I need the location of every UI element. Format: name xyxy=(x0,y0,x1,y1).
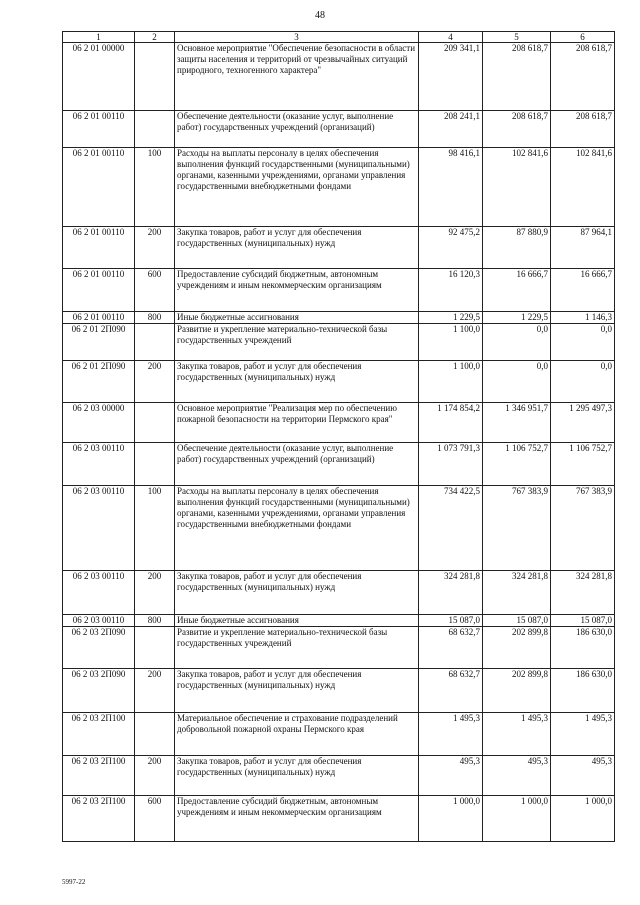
row-value-4-cell: 68 632,7 xyxy=(419,627,483,669)
row-value-5-cell: 1 000,0 xyxy=(483,796,551,842)
row-code-cell: 06 2 01 00000 xyxy=(63,43,135,111)
header-col-6: 6 xyxy=(551,32,615,43)
row-value-4-cell: 208 241,1 xyxy=(419,111,483,148)
row-value-6-cell: 15 087,0 xyxy=(551,615,615,627)
row-value-6-cell: 186 630,0 xyxy=(551,669,615,713)
table-row xyxy=(63,403,615,443)
row-name-cell: Основное мероприятие "Обеспечение безопасности в области защиты населения и территорий от чрезвычайных ситуаций природного, техногенного характера" xyxy=(175,43,419,111)
row-code-cell: 06 2 03 2П100 xyxy=(63,756,135,796)
row-name-cell: Закупка товаров, работ и услуг для обеспечения государственных (муниципальных) нужд xyxy=(175,361,419,403)
table-row xyxy=(63,627,615,669)
row-expense-type-cell: 200 xyxy=(135,227,175,269)
row-value-5-cell: 87 880,9 xyxy=(483,227,551,269)
row-code-cell: 06 2 03 00110 xyxy=(63,615,135,627)
row-value-4-cell: 68 632,7 xyxy=(419,669,483,713)
row-value-6-cell: 324 281,8 xyxy=(551,571,615,615)
row-name-cell: Материальное обеспечение и страхование подразделений добровольной пожарной охраны Пермского края xyxy=(175,713,419,756)
row-name-cell: Закупка товаров, работ и услуг для обеспечения государственных (муниципальных) нужд xyxy=(175,227,419,269)
row-expense-type-cell: 200 xyxy=(135,571,175,615)
table-row xyxy=(63,713,615,756)
row-expense-type-cell xyxy=(135,713,175,756)
header-col-3: 3 xyxy=(175,32,419,43)
row-name-cell: Закупка товаров, работ и услуг для обеспечения государственных (муниципальных) нужд xyxy=(175,571,419,615)
row-value-5-cell: 202 899,8 xyxy=(483,627,551,669)
table-row xyxy=(63,227,615,269)
row-value-4-cell: 324 281,8 xyxy=(419,571,483,615)
table-row xyxy=(63,148,615,227)
row-value-6-cell: 1 295 497,3 xyxy=(551,403,615,443)
row-value-5-cell: 1 346 951,7 xyxy=(483,403,551,443)
row-expense-type-cell xyxy=(135,43,175,111)
row-expense-type-cell xyxy=(135,324,175,361)
table-row xyxy=(63,324,615,361)
row-value-4-cell: 734 422,5 xyxy=(419,486,483,571)
row-value-4-cell: 98 416,1 xyxy=(419,148,483,227)
row-value-6-cell: 16 666,7 xyxy=(551,269,615,312)
row-expense-type-cell: 200 xyxy=(135,756,175,796)
row-name-cell: Предоставление субсидий бюджетным, автономным учреждениям и иным некоммерческим организациям xyxy=(175,269,419,312)
row-name-cell: Иные бюджетные ассигнования xyxy=(175,615,419,627)
table-row xyxy=(63,615,615,627)
row-value-5-cell: 15 087,0 xyxy=(483,615,551,627)
row-value-6-cell: 0,0 xyxy=(551,361,615,403)
table-row xyxy=(63,361,615,403)
table-row xyxy=(63,43,615,111)
row-expense-type-cell xyxy=(135,403,175,443)
page-number: 48 xyxy=(315,10,325,21)
table-row xyxy=(63,312,615,324)
row-name-cell: Развитие и укрепление материально-технической базы государственных учреждений xyxy=(175,324,419,361)
row-code-cell: 06 2 03 2П090 xyxy=(63,627,135,669)
footer-document-code: 5997-22 xyxy=(62,878,86,886)
row-value-6-cell: 1 146,3 xyxy=(551,312,615,324)
row-value-4-cell: 495,3 xyxy=(419,756,483,796)
row-name-cell: Обеспечение деятельности (оказание услуг, выполнение работ) государственных учреждений (организаций) xyxy=(175,443,419,486)
row-code-cell: 06 2 03 00110 xyxy=(63,571,135,615)
row-value-6-cell: 87 964,1 xyxy=(551,227,615,269)
header-col-2: 2 xyxy=(135,32,175,43)
row-value-5-cell: 1 229,5 xyxy=(483,312,551,324)
row-value-5-cell: 767 383,9 xyxy=(483,486,551,571)
table-row xyxy=(63,756,615,796)
row-expense-type-cell xyxy=(135,443,175,486)
row-value-6-cell: 102 841,6 xyxy=(551,148,615,227)
row-code-cell: 06 2 03 00000 xyxy=(63,403,135,443)
header-row xyxy=(63,32,615,43)
row-value-6-cell: 186 630,0 xyxy=(551,627,615,669)
row-value-4-cell: 1 100,0 xyxy=(419,324,483,361)
row-code-cell: 06 2 01 00110 xyxy=(63,148,135,227)
row-value-5-cell: 102 841,6 xyxy=(483,148,551,227)
row-code-cell: 06 2 03 2П100 xyxy=(63,713,135,756)
row-code-cell: 06 2 01 00110 xyxy=(63,111,135,148)
header-col-4: 4 xyxy=(419,32,483,43)
header-col-5: 5 xyxy=(483,32,551,43)
row-value-5-cell: 1 495,3 xyxy=(483,713,551,756)
row-value-4-cell: 1 229,5 xyxy=(419,312,483,324)
row-code-cell: 06 2 01 00110 xyxy=(63,227,135,269)
row-value-5-cell: 16 666,7 xyxy=(483,269,551,312)
row-expense-type-cell: 200 xyxy=(135,361,175,403)
header-col-1: 1 xyxy=(63,32,135,43)
table-row xyxy=(63,443,615,486)
row-value-6-cell: 208 618,7 xyxy=(551,111,615,148)
table-row xyxy=(63,486,615,571)
row-expense-type-cell: 800 xyxy=(135,312,175,324)
row-value-5-cell: 0,0 xyxy=(483,361,551,403)
row-value-4-cell: 1 073 791,3 xyxy=(419,443,483,486)
table-row xyxy=(63,111,615,148)
row-code-cell: 06 2 03 00110 xyxy=(63,443,135,486)
row-value-4-cell: 1 495,3 xyxy=(419,713,483,756)
row-value-5-cell: 0,0 xyxy=(483,324,551,361)
row-name-cell: Основное мероприятие "Реализация мер по обеспечению пожарной безопасности на территории Пермского края" xyxy=(175,403,419,443)
row-code-cell: 06 2 01 2П090 xyxy=(63,361,135,403)
row-value-4-cell: 15 087,0 xyxy=(419,615,483,627)
row-name-cell: Развитие и укрепление материально-технической базы государственных учреждений xyxy=(175,627,419,669)
row-name-cell: Закупка товаров, работ и услуг для обеспечения государственных (муниципальных) нужд xyxy=(175,756,419,796)
row-value-5-cell: 324 281,8 xyxy=(483,571,551,615)
table-row xyxy=(63,571,615,615)
row-value-4-cell: 1 100,0 xyxy=(419,361,483,403)
row-value-4-cell: 209 341,1 xyxy=(419,43,483,111)
row-value-5-cell: 202 899,8 xyxy=(483,669,551,713)
row-value-6-cell: 208 618,7 xyxy=(551,43,615,111)
row-name-cell: Иные бюджетные ассигнования xyxy=(175,312,419,324)
row-expense-type-cell: 600 xyxy=(135,269,175,312)
row-name-cell: Расходы на выплаты персоналу в целях обеспечения выполнения функций государственными (муниципальными) органами, казенными учреждениями, органами управления государственными внебюджетными фондами xyxy=(175,148,419,227)
row-value-4-cell: 1 174 854,2 xyxy=(419,403,483,443)
row-value-4-cell: 92 475,2 xyxy=(419,227,483,269)
row-value-4-cell: 16 120,3 xyxy=(419,269,483,312)
row-value-6-cell: 495,3 xyxy=(551,756,615,796)
row-value-5-cell: 208 618,7 xyxy=(483,111,551,148)
row-value-5-cell: 1 106 752,7 xyxy=(483,443,551,486)
budget-table xyxy=(62,31,615,842)
row-expense-type-cell: 600 xyxy=(135,796,175,842)
row-code-cell: 06 2 01 00110 xyxy=(63,312,135,324)
row-value-5-cell: 208 618,7 xyxy=(483,43,551,111)
row-value-6-cell: 767 383,9 xyxy=(551,486,615,571)
row-name-cell: Закупка товаров, работ и услуг для обеспечения государственных (муниципальных) нужд xyxy=(175,669,419,713)
row-code-cell: 06 2 01 2П090 xyxy=(63,324,135,361)
row-expense-type-cell xyxy=(135,627,175,669)
row-expense-type-cell: 100 xyxy=(135,148,175,227)
row-value-6-cell: 1 000,0 xyxy=(551,796,615,842)
row-expense-type-cell: 100 xyxy=(135,486,175,571)
table-row xyxy=(63,669,615,713)
row-value-6-cell: 1 106 752,7 xyxy=(551,443,615,486)
row-value-4-cell: 1 000,0 xyxy=(419,796,483,842)
row-expense-type-cell xyxy=(135,111,175,148)
row-code-cell: 06 2 01 00110 xyxy=(63,269,135,312)
row-value-6-cell: 0,0 xyxy=(551,324,615,361)
table-row xyxy=(63,796,615,842)
row-name-cell: Расходы на выплаты персоналу в целях обеспечения выполнения функций государственными (муниципальными) органами, казенными учреждениями, органами управления государственными внебюджетными фондами xyxy=(175,486,419,571)
table-row xyxy=(63,269,615,312)
row-code-cell: 06 2 03 00110 xyxy=(63,486,135,571)
row-code-cell: 06 2 03 2П100 xyxy=(63,796,135,842)
row-code-cell: 06 2 03 2П090 xyxy=(63,669,135,713)
row-value-6-cell: 1 495,3 xyxy=(551,713,615,756)
row-value-5-cell: 495,3 xyxy=(483,756,551,796)
row-name-cell: Обеспечение деятельности (оказание услуг, выполнение работ) государственных учреждений (организаций) xyxy=(175,111,419,148)
row-expense-type-cell: 200 xyxy=(135,669,175,713)
row-expense-type-cell: 800 xyxy=(135,615,175,627)
row-name-cell: Предоставление субсидий бюджетным, автономным учреждениям и иным некоммерческим организациям xyxy=(175,796,419,842)
